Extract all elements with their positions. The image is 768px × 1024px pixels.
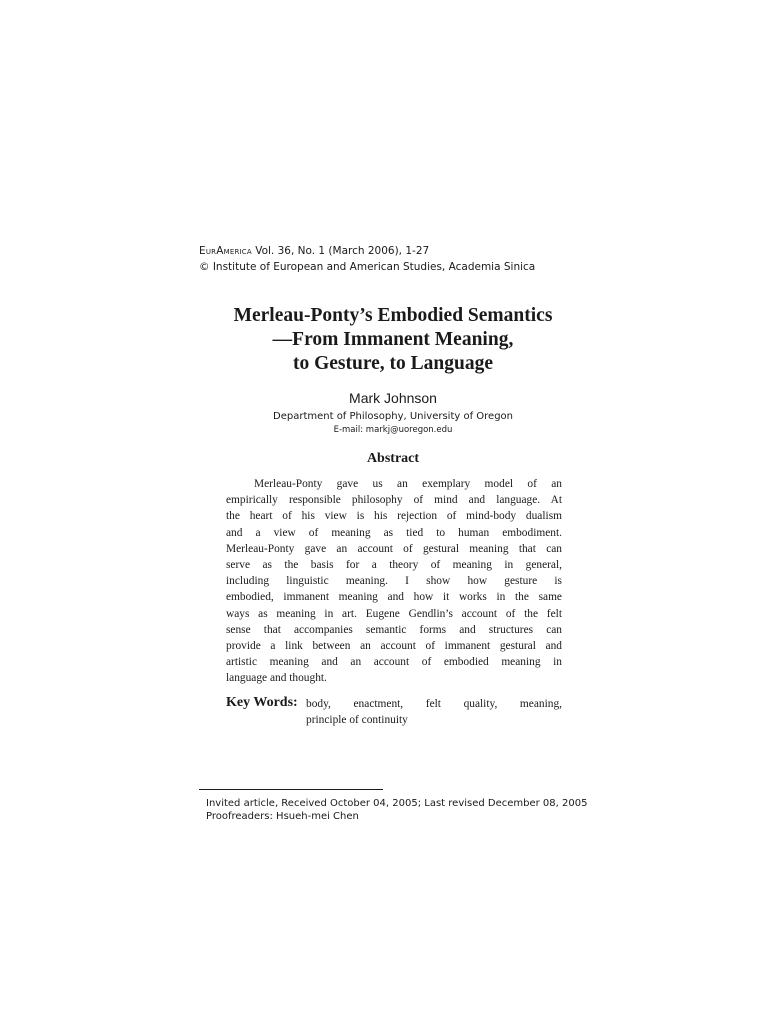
title-line: —From Immanent Meaning, [272, 329, 514, 350]
abstract-line: artistic meaning and an account of embodied meaning in [226, 656, 562, 669]
journal-citation: Vol. 36, No. 1 (March 2006), 1-27 [255, 245, 430, 257]
journal-copyright: © Institute of European and American Studies, Academia Sinica [199, 261, 536, 273]
journal-header [199, 243, 535, 275]
abstract-line: language and thought. [226, 672, 327, 685]
footnote-proofreaders: Proofreaders: Hsueh-mei Chen [206, 811, 359, 822]
footnote-rule [199, 789, 383, 790]
abstract-line: Merleau-Ponty gave an account of gestural meaning that can [226, 542, 562, 555]
abstract-line: empirically responsible philosophy of mind and language. At [226, 494, 562, 507]
abstract-line: Merleau-Ponty gave us an exemplary model of an [254, 478, 562, 490]
title-line: to Gesture, to Language [292, 353, 494, 374]
keywords-values [306, 696, 562, 728]
keywords-line: body, enactment, felt quality, meaning, [306, 698, 562, 710]
journal-citation-line [199, 243, 535, 259]
abstract-line: including linguistic meaning. I show how gesture is [226, 575, 562, 588]
keywords-line: principle of continuity [306, 714, 408, 726]
title-line: Merleau-Ponty’s Embodied Semantics [233, 305, 553, 326]
abstract-line: serve as the basis for a theory of meaning in general, [226, 558, 562, 571]
abstract-line: provide a link between an account of immanent gestural and [226, 639, 562, 652]
abstract-line: ways as meaning in art. Eugene Gendlin’s account of the felt [226, 607, 562, 620]
footnote-received: Invited article, Received October 04, 2005; Last revised December 08, 2005 [206, 798, 588, 809]
abstract-body [226, 476, 562, 686]
abstract-line: embodied, immanent meaning and how it works in the same [226, 591, 562, 604]
author-name: Mark Johnson [349, 390, 437, 406]
abstract-heading: Abstract [366, 451, 420, 466]
journal-name: EurAmerica [199, 245, 252, 257]
keywords-label: Key Words: [226, 695, 298, 710]
article-title [200, 304, 586, 376]
abstract-line: the heart of his view is his rejection of mind-body dualism [226, 510, 562, 523]
author-email: E-mail: markj@uoregon.edu [333, 425, 453, 435]
footnote [206, 797, 587, 823]
abstract-line: and a view of meaning as tied to human embodiment. [226, 526, 562, 539]
author-affiliation: Department of Philosophy, University of Oregon [273, 411, 513, 422]
abstract-line: sense that accompanies semantic forms and structures can [226, 623, 562, 636]
